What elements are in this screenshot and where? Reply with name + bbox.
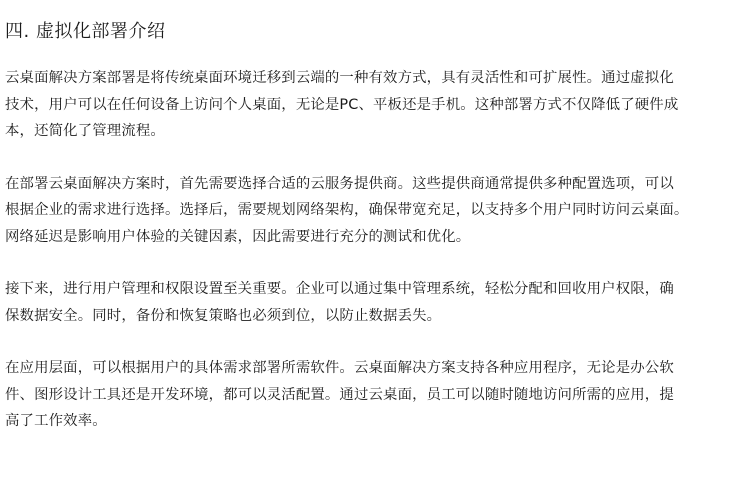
paragraph-provider-selection: [5, 171, 750, 251]
paragraph-line: 高了工作效率。: [5, 413, 107, 429]
section-title: 四. 虚拟化部署介绍: [5, 21, 166, 42]
paragraph-application-layer: [5, 355, 750, 435]
paragraph-line: 本，还简化了管理流程。: [5, 123, 165, 139]
paragraph-line: 根据企业的需求进行选择。选择后，需要规划网络架构，确保带宽充足，以支持多个用户同时访问云桌面。: [5, 202, 689, 218]
paragraph-line: 在应用层面，可以根据用户的具体需求部署所需软件。云桌面解决方案支持各种应用程序，无论是办公软: [5, 360, 674, 376]
paragraph-line: 在部署云桌面解决方案时，首先需要选择合适的云服务提供商。这些提供商通常提供多种配置选项，可以: [5, 175, 674, 192]
paragraph-intro: [5, 65, 750, 145]
paragraph-line: 保数据安全。同时，备份和恢复策略也必须到位，以防止数据丢失。: [5, 307, 442, 324]
paragraph-line: 云桌面解决方案部署是将传统桌面环境迁移到云端的一种有效方式，具有灵活性和可扩展性。通过虚拟化: [5, 70, 674, 86]
paragraph-line: 件、图形设计工具还是开发环境，都可以灵活配置。通过云桌面，员工可以随时随地访问所需的应用，提: [5, 386, 674, 403]
paragraph-user-management: [5, 276, 750, 329]
paragraph-line: 技术，用户可以在任何设备上访问个人桌面，无论是PC、平板还是手机。这种部署方式不仅降低了硬件成: [5, 96, 679, 113]
paragraph-line: 接下来，进行用户管理和权限设置至关重要。企业可以通过集中管理系统，轻松分配和回收用户权限，确: [5, 281, 674, 297]
paragraph-line: 网络延迟是影响用户体验的关键因素，因此需要进行充分的测试和优化。: [5, 228, 471, 245]
